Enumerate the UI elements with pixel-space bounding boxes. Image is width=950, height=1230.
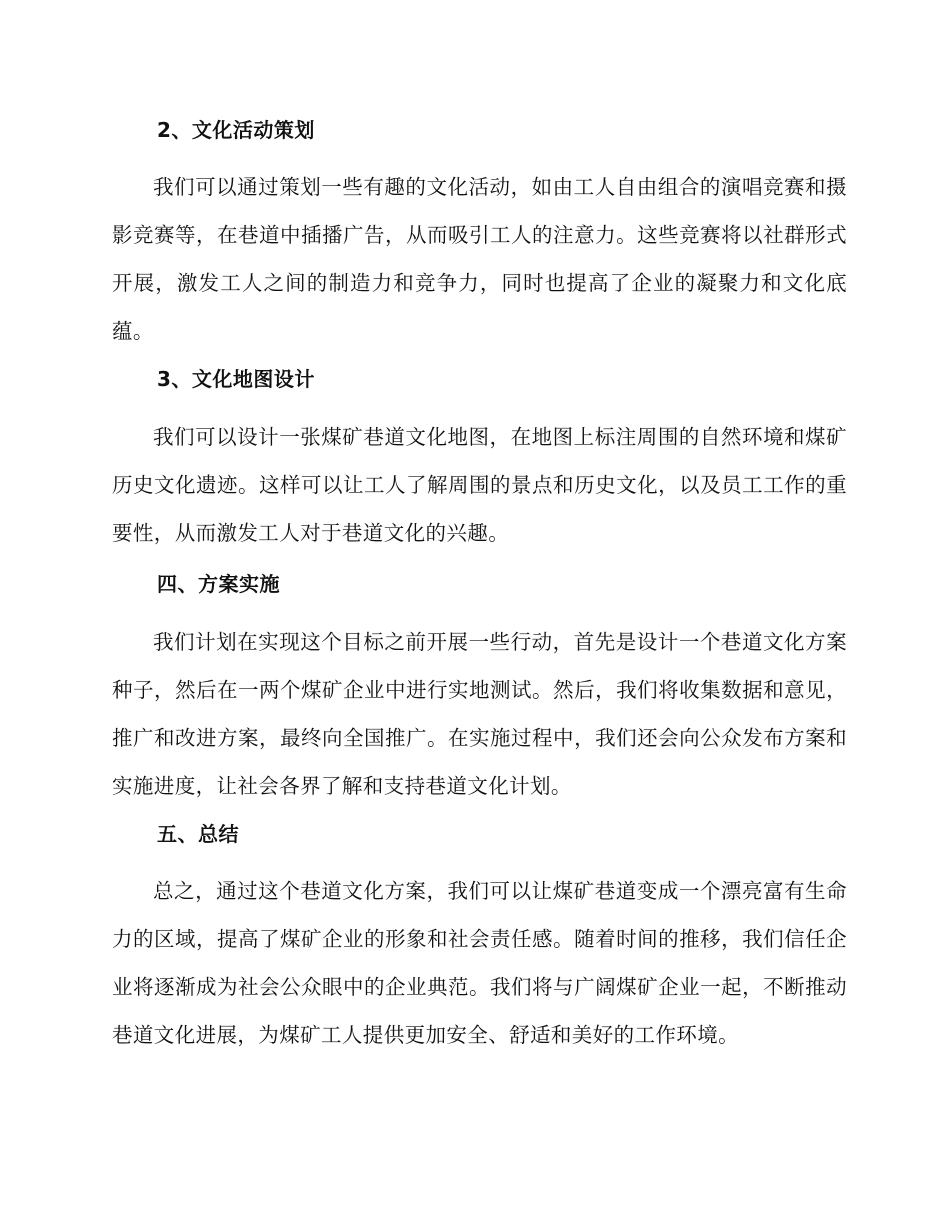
section-heading-cultural-activities: 2、文化活动策划 bbox=[157, 118, 315, 142]
section-heading-culture-map: 3、文化地图设计 bbox=[157, 367, 315, 391]
section-heading-implementation: 四、方案实施 bbox=[157, 572, 280, 596]
section-paragraph-implementation: 我们计划在实现这个目标之前开展一些行动，首先是设计一个巷道文化方案种子，然后在一两个煤矿企业中进行实地测试。然后，我们将收集数据和意见，推广和改进方案，最终向全国推广。在实施过程中，我们还会向公众发布方案和实施进度，让社会各界了解和支持巷道文化计划。 bbox=[112, 630, 847, 798]
section-heading-summary: 五、总结 bbox=[157, 822, 239, 846]
section-paragraph-culture-map: 我们可以设计一张煤矿巷道文化地图，在地图上标注周围的自然环境和煤矿历史文化遗迹。这样可以让工人了解周围的景点和历史文化，以及员工工作的重要性，从而激发工人对于巷道文化的兴趣。 bbox=[112, 425, 847, 545]
section-paragraph-cultural-activities: 我们可以通过策划一些有趣的文化活动，如由工人自由组合的演唱竞赛和摄影竞赛等，在巷道中插播广告，从而吸引工人的注意力。这些竞赛将以社群形式开展，激发工人之间的制造力和竞争力，同时也提高了企业的凝聚力和文化底蕴。 bbox=[112, 175, 847, 343]
section-paragraph-summary: 总之，通过这个巷道文化方案，我们可以让煤矿巷道变成一个漂亮富有生命力的区域，提高了煤矿企业的形象和社会责任感。随着时间的推移，我们信任企业将逐渐成为社会公众眼中的企业典范。我们将与广阔煤矿企业一起，不断推动巷道文化进展，为煤矿工人提供更加安全、舒适和美好的工作环境。 bbox=[112, 879, 847, 1047]
